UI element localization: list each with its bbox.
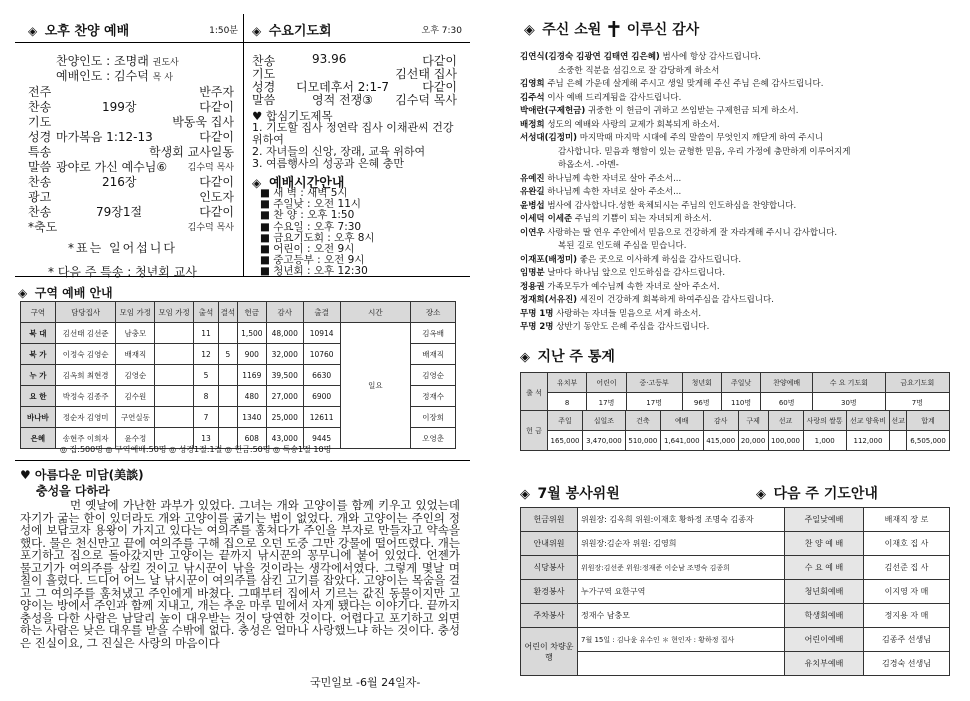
nextprayer-header xyxy=(756,483,878,503)
stats-header xyxy=(520,346,615,366)
volunteers-title: 7월 봉사위원 xyxy=(537,486,620,502)
thanks-name: 김연식(김경숙 김광연 김태연 김은혜) xyxy=(520,52,660,62)
thanks-name: 김영희 xyxy=(520,79,545,89)
story-subheading: 충성을 다하라 xyxy=(36,484,110,498)
prayer-topic: 3. 여름행사의 성공과 은혜 충만 xyxy=(252,157,404,170)
thanks-text: 마지막때 마지막 시대에 주의 말씀이 무엇인지 깨닫게 하여 주시니 xyxy=(577,133,824,143)
order-item: 말씀 영적 전쟁③ 김수덕 목사 xyxy=(252,93,457,107)
thanks-text: 상반기 동안도 은혜 주심을 감사드립니다. xyxy=(553,322,710,332)
diamond-icon: ◈ xyxy=(252,24,262,38)
thanks-item xyxy=(520,146,950,160)
table-row: 은혜 송현주 이희자 윤수정 13 608 43,000 9445 오영춘 xyxy=(21,428,456,449)
thanks-header xyxy=(524,18,699,43)
group-summary: ◎ 집:500명 ◎ 구역예배:50명 ◎ 성경1절:1절 ◎ 헌금:50명 ◎ 특송1절 10명 xyxy=(60,445,332,454)
nextprayer-title: 다음 주 기도안내 xyxy=(773,486,878,502)
order-item: 특송 학생회 교사일동 xyxy=(28,145,234,159)
thanks-name: 유완길 xyxy=(520,187,545,197)
order-item: *축도 김수덕 목사 xyxy=(28,220,234,234)
thanks-text: 귀중한 이 헌금이 귀하고 쓰임받는 구제헌금 되게 하소서. xyxy=(585,106,799,116)
order-item: 찬송 93.96 다같이 xyxy=(252,52,457,68)
next-special-song: * 다음 주 특송 : 청년회 교사 xyxy=(48,265,197,279)
thanks-name: 정재희(서유진) xyxy=(520,295,578,305)
stand-note: *표는 일어섭니다 xyxy=(68,241,177,255)
thanks-text: 범사에 감사합니다.성한 육체되시는 주님의 인도하심을 찬양합니다. xyxy=(544,200,797,211)
thanks-item xyxy=(520,132,950,146)
wednesday-time: 오후 7:30 xyxy=(421,26,462,36)
section-rule-2 xyxy=(15,460,470,461)
table-row: 헌 금 주일 십일조 건축 예배 감사 구제 선교 사랑의 쌀통 선교 양육비 선교 합계 xyxy=(521,411,950,431)
diamond-icon: ◈ xyxy=(756,487,766,502)
table-row: 환경봉사 누가구역 요한구역 청년회예배 이지영 자 매 xyxy=(521,580,950,604)
table-row: 식당봉사 위원장:김선준 위원:정재준 이순남 조명숙 김종희 수 요 예 배 김선준 집 사 xyxy=(521,556,950,580)
schedule-title: 예배시간안내 xyxy=(269,176,345,191)
table-row: 165,000 3,470,000 510,000 1,641,000 415,000 20,000 100,000 1,000 112,000 6,505,000 xyxy=(521,431,950,451)
diamond-icon: ◈ xyxy=(252,176,262,190)
order-item: 찬송 199장 다같이 xyxy=(28,100,234,114)
thanks-item xyxy=(520,294,950,308)
prayer-topics-title: ♥ 합심기도제목 xyxy=(252,109,333,123)
diamond-icon: ◈ xyxy=(520,350,530,365)
thanks-item xyxy=(520,173,950,187)
wednesday-title: 수요기도회 xyxy=(268,24,332,39)
table-row: 어린이 차량운행 7월 15일 : 김나윤 유수인 ＊ 현인자 : 황하정 집사 어린이예배 김종주 선생님 xyxy=(521,628,950,652)
group-header xyxy=(18,284,113,301)
thanks-name: 이재포(배정미) xyxy=(520,254,578,265)
table-row: 유치부예배 김경숙 선생님 xyxy=(521,652,950,676)
table-row: 안내위원 위원장:김순자 위원: 김영희 찬 양 예 배 이재호 집 사 xyxy=(521,532,950,556)
diamond-icon: ◈ xyxy=(28,24,38,38)
afternoon-title: 오후 찬양 예배 xyxy=(44,24,130,39)
thanks-text: 사랑하는 자녀들 믿음으로 서게 하소서. xyxy=(553,308,702,319)
thanks-name: 무명 2명 xyxy=(520,322,554,332)
thanks-item xyxy=(520,213,950,227)
order-item: 말씀 광야로 가신 예수님⑥ 김수덕 목사 xyxy=(28,160,234,174)
thanks-name: 서성대(김정미) xyxy=(520,133,578,143)
table-row: 누 가 김옥희 최현경 김영순 5 1169 39,500 6630 김영순 xyxy=(21,365,456,386)
volunteers-table xyxy=(520,507,950,676)
order-item: 찬송 79장1절 다같이 xyxy=(28,205,234,219)
schedule-item: ■ 찬 양 : 오후 1:50 xyxy=(260,209,355,222)
thanks-item xyxy=(520,321,950,335)
diamond-icon: ◈ xyxy=(524,22,535,38)
table-header: 구역 담당집사 모임 가정 모임 가정 출석 결석 헌금 감사 출결 시간 장소 xyxy=(21,302,456,323)
thanks-text: 좋은 곳으로 이사하게 하심을 감사드립니다. xyxy=(577,254,742,265)
order-leader: 찬양인도 : 조명래 권도사 xyxy=(56,54,179,68)
order-item: 전주 반주자 xyxy=(28,85,234,99)
order-item: 성경 마가복음 1:12-13 다같이 xyxy=(28,130,234,144)
thanks-name: 박애란(구제헌금) xyxy=(520,106,586,116)
thanks-item xyxy=(520,51,950,65)
order-item: 기도 김선태 집사 xyxy=(252,67,457,81)
afternoon-header xyxy=(28,20,238,39)
table-row: 요 한 박정숙 김종주 김수원 8 480 27,000 6900 정재수 xyxy=(21,386,456,407)
thanks-item xyxy=(520,308,950,322)
table-row: 8 17명 17명 96명 110명 60명 30명 7명 xyxy=(521,393,950,413)
volunteers-header xyxy=(520,483,620,503)
thanks-list xyxy=(520,51,950,335)
thanks-item xyxy=(520,200,950,214)
prayer-topic: 1. 기도할 집사 정연락 집사 이채관씨 건강위하여 xyxy=(252,121,454,146)
diamond-icon: ◈ xyxy=(18,286,28,300)
thanks-text: 하옵소서. -아멘- xyxy=(558,160,619,170)
schedule-list xyxy=(260,188,375,278)
thanks-text: 세진이 건강하게 회복하게 하여주심을 감사드립니다. xyxy=(577,295,774,305)
table-row: 주차봉사 정재수 남충모 학생회예배 정지용 자 매 xyxy=(521,604,950,628)
schedule-item: ■ 청년회 : 오후 12:30 xyxy=(260,265,368,278)
schedule-item: ■ 중고등부 : 오전 9시 xyxy=(260,254,365,267)
thanks-text: 주님 은혜 가운데 살게해 주시고 생일 맞게해 주신 주님 은혜 감사드립니다. xyxy=(544,79,824,89)
afternoon-time: 1:50분 xyxy=(209,26,238,36)
thanks-name: 이세덕 이세준 xyxy=(520,214,573,224)
thanks-text: 성도의 예배와 사랑의 교제가 회복되게 하소서. xyxy=(544,119,720,130)
thanks-text: 주님의 기쁨이 되는 자녀되게 하소서. xyxy=(572,214,712,224)
thanks-text: 이사 예배 드리게됨을 감사드립니다. xyxy=(544,92,682,103)
story-source: 국민일보 -6월 24일자- xyxy=(310,676,421,689)
offering-table xyxy=(520,410,950,451)
thanks-name: 김주석 xyxy=(520,92,545,103)
thanks-text: 범사에 항상 감사드립니다. xyxy=(659,52,761,62)
thanks-text: 사랑하는 딸 연우 주안에서 믿음으로 건강하게 잘 자라게해 주시니 감사합니다. xyxy=(544,227,838,238)
prayer-topics xyxy=(252,122,457,170)
schedule-item: ■ 새 벽 : 새벽 5시 xyxy=(260,187,348,199)
thanks-text: 가족모두가 예수님께 속한 자녀로 살아 주소서. xyxy=(544,281,720,292)
wednesday-header xyxy=(252,20,462,39)
thanks-name: 무명 1명 xyxy=(520,308,554,319)
thanks-name: 임명분 xyxy=(520,268,545,278)
thanks-item xyxy=(520,92,950,106)
thanks-name: 정용권 xyxy=(520,281,545,292)
order-item: 광고 인도자 xyxy=(28,190,234,204)
group-table xyxy=(20,301,456,449)
thanks-item xyxy=(520,65,950,79)
thanks-title-b: 이루신 감사 xyxy=(626,22,700,38)
thanks-text: 복된 길로 인도해 주심을 믿습니다. xyxy=(558,241,687,251)
story-heading: ♥ 아름다운 미담(美談) xyxy=(20,468,144,482)
thanks-item xyxy=(520,119,950,133)
cross-icon: ✝ xyxy=(604,18,624,43)
thanks-item xyxy=(520,159,950,173)
schedule-item: ■ 금요기도회 : 오후 8시 xyxy=(260,231,375,244)
group-title: 구역 예배 안내 xyxy=(34,286,113,300)
group-time: 일요 xyxy=(340,323,411,449)
schedule-item: ■ 수요일 : 오후 7:30 xyxy=(260,220,362,233)
thanks-item xyxy=(520,105,950,119)
thanks-item xyxy=(520,186,950,200)
thanks-item xyxy=(520,227,950,241)
story-text: 먼 옛날에 가난한 과부가 있었다. 그녀는 개와 고양이를 함께 키우고 있었는데 자기가 굶는 한이 있더라도 개와 고양이를 굶기는 법이 없었다. 개와 고양이는 주인의 정성에 보답코자 용왕이 가지고 있다는 여의주를 훔쳐다가 주인을 부자로 만들자고 약속을 했다. 물은 천신만고 끝에 여의주를 구해 집으로 오던 도중 그만 강물에 떨어뜨렸다. 개는 포기하고 집으로 돌아갔지만 고양이는 끝까지 낚시꾼의 꽁무니에 붙어 있었다. 언젠가 물고기가 여의주를 삼킬 것이고 낚시꾼이 낚을 것이라는 생각에서였다. 그렇게 몇날 며칠이 흘렀다. 드디어 어느 날 낚시꾼이 여의주를 삼킨 고기를 잡았다. 고양이는 목숨을 걸고 그 여의주를 훔쳐냈고 주인에게 바쳤다. 그때부터 집에서 기르는 값진 동물이지만 고양이는 방에서 주인과 함께 지내고, 개는 추운 마루 밑에서 자게 됐다는 이야기다. 끝까지 충성을 다한 사람은 남달리 높이 대우받는 것이 당연한 것이다. 어렵다고 포기하고 외면하는 사람은 낮은 대우를 받을 수밖에 없다. 충성은 얼마나 사랑했느냐 하는 것이다. 충성은 진실이요, 그 진실은 사랑의 마음이다 xyxy=(20,499,460,650)
thanks-item xyxy=(520,281,950,295)
table-row: 바나바 정순자 김영미 구연실동 7 1340 25,000 12611 이장희 xyxy=(21,407,456,428)
prayer-topic: 2. 자녀들의 신앙, 장래, 교육 위하여 xyxy=(252,145,426,158)
thanks-name: 윤병섭 xyxy=(520,200,545,211)
column-divider xyxy=(243,14,244,276)
thanks-text: 하나님께 속한 자녀로 살아 주소서... xyxy=(544,187,682,197)
table-row: 출 석 유치부 어린이 중·고등부 청년회 주일낮 찬양예배 수 요 기도회 금요기도회 xyxy=(521,373,950,393)
thanks-item xyxy=(520,78,950,92)
order-worship-leader: 예배인도 : 김수덕 목 사 xyxy=(56,69,173,83)
thanks-text: 감사합니다. 믿음과 행함이 있는 균형한 믿음, 우리 가정에 충만하게 이루어지게 xyxy=(558,146,851,157)
thanks-title-a: 주신 소원 xyxy=(542,22,602,38)
diamond-icon: ◈ xyxy=(520,487,530,502)
thanks-text: 하나님께 속한 자녀로 살아 주소서... xyxy=(544,173,682,184)
thanks-name: 유예진 xyxy=(520,173,545,184)
stats-title: 지난 주 통계 xyxy=(537,349,615,365)
order-item: 기도 박동욱 집사 xyxy=(28,115,234,129)
thanks-name: 이연우 xyxy=(520,227,545,238)
thanks-text: 소중한 직분을 섬김으로 잘 감당하게 하소서 xyxy=(558,65,720,76)
table-row: 북 대 김선태 김선준 남충모 11 1,500 48,000 10914 일요 김옥배 xyxy=(21,323,456,344)
thanks-name: 배정희 xyxy=(520,119,545,130)
schedule-item: ■ 어린이 : 오전 9시 xyxy=(260,243,355,256)
table-row: 북 가 이정숙 김영순 배재직 12 5 900 32,000 10760 배재직 xyxy=(21,344,456,365)
order-item: 찬송 216장 다같이 xyxy=(28,175,234,189)
thanks-item xyxy=(520,240,950,254)
thanks-item xyxy=(520,267,950,281)
thanks-item xyxy=(520,254,950,268)
order-item: 성경 디모데후서 2:1-7 다같이 xyxy=(252,80,457,94)
attendance-table xyxy=(520,372,950,413)
table-row: 헌금위원 위원장: 김옥희 위원:이재호 황하정 조명숙 김종자 주일낮예배 배재직 장 로 xyxy=(521,508,950,532)
schedule-item: ■ 주일낮 : 오전 11시 xyxy=(260,198,362,211)
thanks-text: 날마다 하나님 앞으로 인도하심을 감사드립니다. xyxy=(544,268,726,278)
